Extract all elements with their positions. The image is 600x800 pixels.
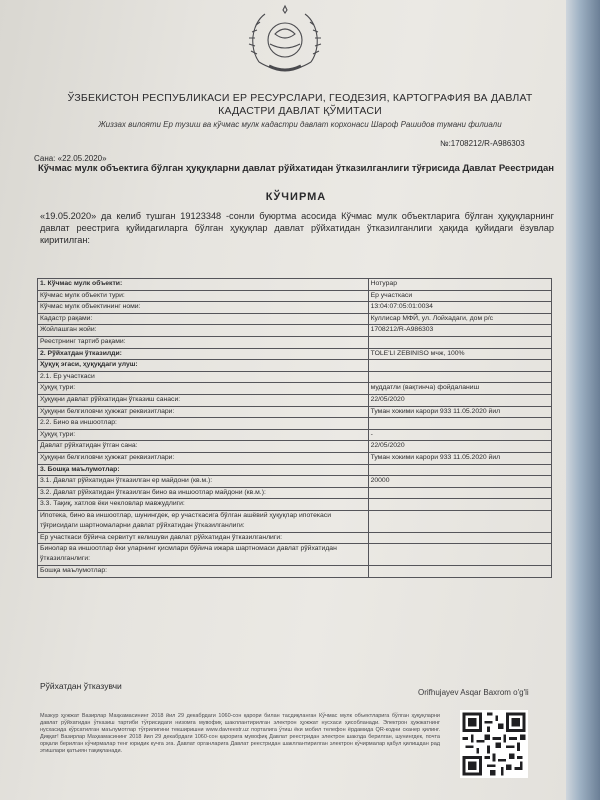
- row-value: муддатли (вақтинча) фойдаланиш: [368, 383, 551, 395]
- row-value: Ер участкаси: [368, 290, 551, 302]
- row-label: Ҳуқуқни белгиловчи ҳужжат реквизитлари:: [38, 406, 369, 418]
- registry-table: [37, 278, 552, 578]
- row-value: 20000: [368, 476, 551, 488]
- ministry-title: ЎЗБЕКИСТОН РЕСПУБЛИКАСИ ЕР РЕСУРСЛАРИ, ГЕОДЕЗИЯ, КАРТОГРАФИЯ ВА ДАВЛАТ КАДАСТРИ ДАВЛАТ ҚЎМИТАСИ: [67, 92, 533, 117]
- row-label: Ҳуқуқни давлат рўйхатидан ўтказиш санаси:: [38, 394, 369, 406]
- row-value: 13:04:07:05:01:0034: [368, 302, 551, 314]
- row-value: 22/05/2020: [368, 394, 551, 406]
- row-label: 3. Бошқа маълумотлар:: [38, 464, 369, 476]
- registrar-label: Рўйхатдан ўтказувчи: [40, 681, 122, 691]
- row-value: TOLE'LI ZEBINISO мчж, 100%: [368, 348, 551, 360]
- row-label: Ҳуқуқ тури:: [38, 383, 369, 395]
- row-label: Реестрнинг тартиб рақами:: [38, 336, 369, 348]
- branch-name: Жиззах вилояти Ер тузиш ва кўчмас мулк кадастри давлат корхонаси Шароф Рашидов тумани филиали: [98, 120, 502, 129]
- row-value: [368, 532, 551, 544]
- row-value: Туман хокими карори 933 11.05.2020 йил: [368, 452, 551, 464]
- extract-heading: КЎЧИРМА: [265, 191, 327, 203]
- page-edge-shadow: [566, 0, 600, 800]
- state-emblem-icon: [245, 4, 325, 82]
- table-row: [38, 464, 552, 476]
- table-row: [38, 418, 552, 430]
- row-value: Нотурар: [368, 279, 551, 291]
- table-row: [38, 348, 552, 360]
- footer-note: Мазкур ҳужжат Вазирлар Маҳкамасининг 2018 йил 29 декабрдаги 1060-сон қарори билан тасдиқланган Кўчмас мулк объектларига бўлган ҳуқуқларни давлат рўйхатидан ўтказиш тартиби тўғрисидаги низомга мувофиқ шакллантирилган электрон ҳужжат нусхаси ҳисобланади. Электрон ҳужжатнинг нусхасида кўрсатилган маълумотлар тўғрилигини текширишни www.davreestr.uz порталига ўтиш ёки мобил телефон ёрдамида QR-кодни сканер қилинг. Диққат! Вазирлар Маҳкамасининг 2018 йил 29 декабрдаги 1060-сон қарорига мувофиқ Давлат реестридан электрон шаклда берилган, шунингдек, почта орқали берилган кўчирмалар тенг юридик кучга эга. Давлат органларига Давлат реестридан шакллантирилган электрон кўчирмалар қабул қилишдан рад этишлари қатъиян тақиқланади.: [40, 713, 440, 754]
- row-value: [368, 499, 551, 511]
- table-row: [38, 441, 552, 453]
- row-value: [368, 487, 551, 499]
- row-label: Кадастр рақами:: [38, 313, 369, 325]
- row-label: 1. Кўчмас мулк объекти:: [38, 279, 369, 291]
- row-value: [368, 336, 551, 348]
- row-label: 3.2. Давлат рўйхатидан ўтказилган бино ва иншоотлар майдони (кв.м.):: [38, 487, 369, 499]
- table-row: [38, 313, 552, 325]
- row-label: Бошқа маълумотлар:: [38, 566, 369, 578]
- row-label: 2.1. Ер участкаси: [38, 371, 369, 383]
- row-label: Ипотека, бино ва иншоотлар, шунингдек, ер участкасига бўлган ашёвий ҳуқуқлар ипотекаси тўғрисидаги шартномаларни давлат рўйхатидан ўтказилганлиги:: [38, 510, 369, 532]
- row-value: [368, 360, 551, 372]
- row-value: [368, 510, 551, 532]
- table-row: [38, 406, 552, 418]
- table-row: [38, 532, 552, 544]
- row-value: 1708212/R-A986303: [368, 325, 551, 337]
- row-label: Ер участкаси бўйича сервитут келишуви давлат рўйхатидан ўтказилганлиги:: [38, 532, 369, 544]
- row-value: [368, 464, 551, 476]
- row-value: [368, 418, 551, 430]
- row-label: Давлат рўйхатидан ўтган сана:: [38, 441, 369, 453]
- row-value: Туман хокими карори 933 11.05.2020 йил: [368, 406, 551, 418]
- table-row: [38, 544, 552, 566]
- table-row: [38, 476, 552, 488]
- table-row: [38, 383, 552, 395]
- table-row: [38, 394, 552, 406]
- row-label: Ҳуқуқ эгаси, ҳуқуқдаги улуш:: [38, 360, 369, 372]
- table-row: [38, 360, 552, 372]
- row-label: Ҳуқуқни белгиловчи ҳужжат реквизитлари:: [38, 452, 369, 464]
- table-row: [38, 452, 552, 464]
- table-row: [38, 371, 552, 383]
- table-row: [38, 566, 552, 578]
- row-value: [368, 544, 551, 566]
- table-row: [38, 499, 552, 511]
- table-row: [38, 325, 552, 337]
- document-date: Сана: «22.05.2020»: [34, 154, 107, 163]
- row-value: -: [368, 429, 551, 441]
- row-label: 3.1. Давлат рўйхатидан ўтказилган ер майдони (кв.м.):: [38, 476, 369, 488]
- row-value: [368, 371, 551, 383]
- intro-paragraph: «19.05.2020» да келиб тушган 19123348 -сонли буюртма асосида Кўчмас мулк объектларига бўлган ҳуқуқларнинг давлат реестрига қуйидагиларга бўлган ҳуқуқлар давлат рўйхатидан ўтказилганлиги ҳақида қуйидаги ёзувлар киритилган:: [40, 211, 554, 245]
- table-row: [38, 302, 552, 314]
- table-row: [38, 279, 552, 291]
- row-label: Кўчмас мулк объекти тури:: [38, 290, 369, 302]
- row-value: [368, 566, 551, 578]
- row-value: 22/05/2020: [368, 441, 551, 453]
- row-label: Бинолар ва иншоотлар ёки уларнинг қисмлари бўйича ижара шартномаси давлат рўйхатидан ўтказилганлиги:: [38, 544, 369, 566]
- table-row: [38, 510, 552, 532]
- document-title: Кўчмас мулк объектига бўлган ҳуқуқларни давлат рўйхатидан ўтказилганлиги тўғрисида Давлат Реестридан: [37, 163, 555, 174]
- table-row: [38, 429, 552, 441]
- row-label: Ҳуқуқ тури:: [38, 429, 369, 441]
- row-label: 2. Рўйхатдан ўтказилди:: [38, 348, 369, 360]
- document-number: №:1708212/R-A986303: [440, 139, 525, 148]
- row-label: 3.3. Тақиқ, хатлов ёки чекловлар мавжудлиги:: [38, 499, 369, 511]
- registrar-name: Orifhujayev Asqar Baxrom o'g'li: [418, 688, 529, 697]
- row-label: Кўчмас мулк объектининг номи:: [38, 302, 369, 314]
- table-row: [38, 487, 552, 499]
- row-label: 2.2. Бино ва иншоотлар:: [38, 418, 369, 430]
- row-label: Жойлашган жойи:: [38, 325, 369, 337]
- table-row: [38, 336, 552, 348]
- row-value: Куллисар МФЙ, ул. Лойхадаги, дом р/с: [368, 313, 551, 325]
- qr-code: [460, 710, 528, 778]
- table-row: [38, 290, 552, 302]
